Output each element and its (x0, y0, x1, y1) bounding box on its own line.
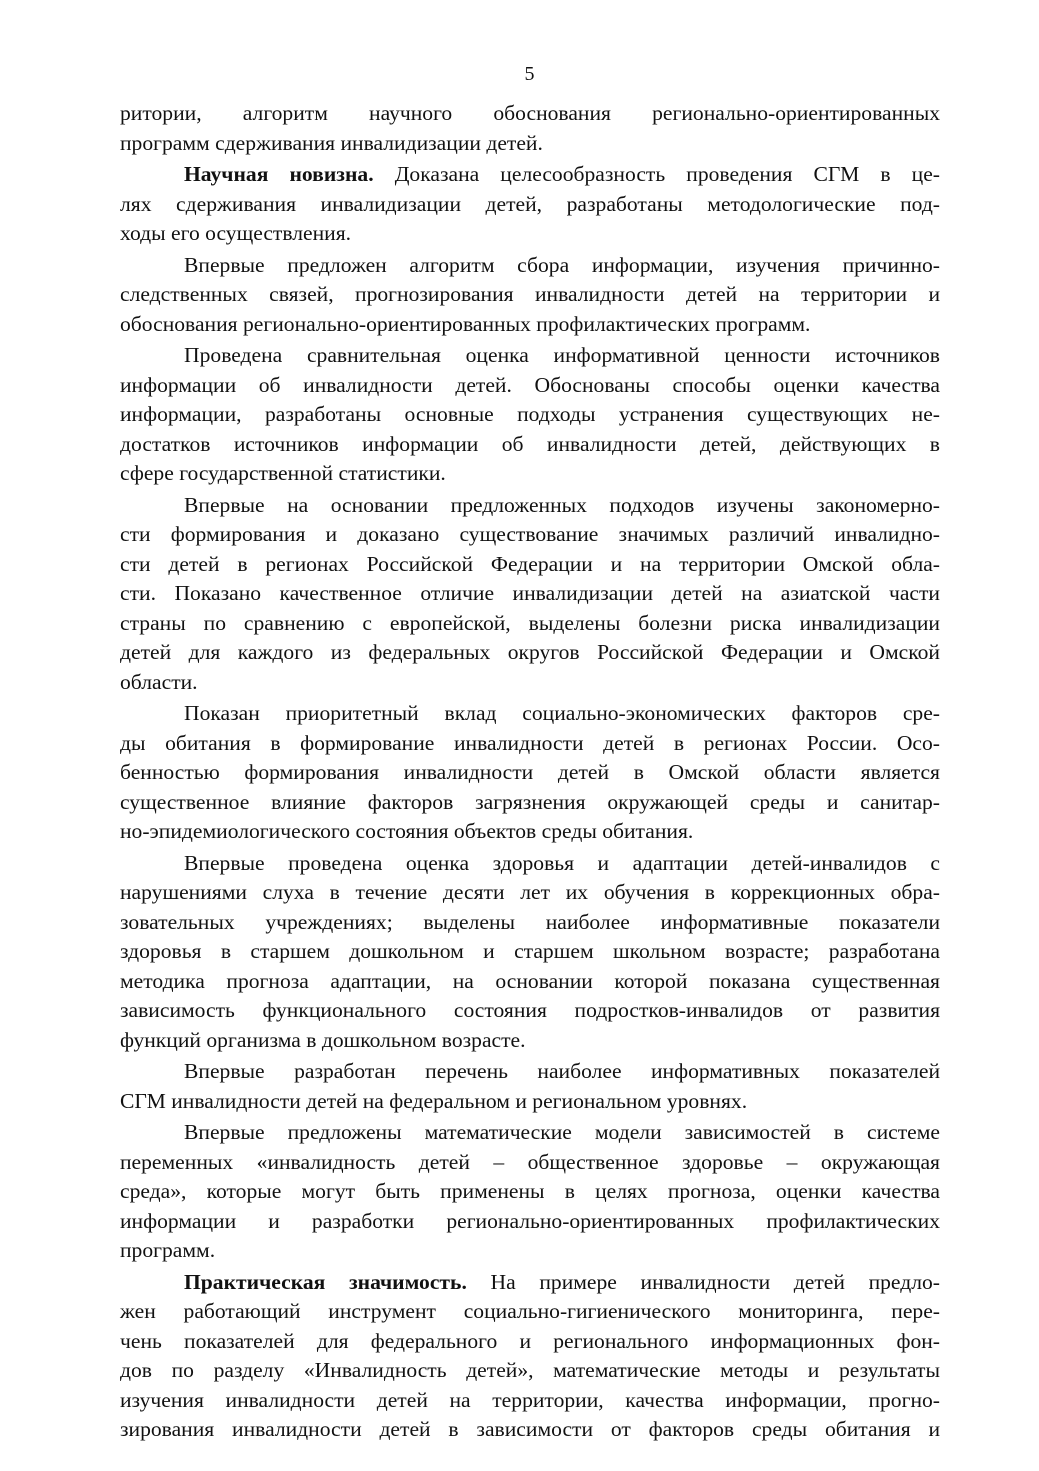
paragraph (120, 849, 940, 1056)
text-line: дов по разделу «Инвалидность детей», математические методы и результаты (120, 1358, 940, 1382)
text-line: Впервые на основании предложенных подходов изучены закономерно- (184, 492, 940, 517)
text-line: лях сдерживания инвалидизации детей, разработаны методологические под- (120, 191, 940, 216)
text-line: программ сдерживания инвалидизации детей. (120, 130, 543, 155)
paragraph (120, 160, 940, 249)
text-line-content: Доказана целесообразность проведения СГМ в це- (373, 162, 940, 186)
text-line: сфере государственной статистики. (120, 461, 446, 485)
section-lead-heading: Научная новизна. (184, 162, 374, 186)
text-line: страны по сравнению с европейской, выделены болезни риска инвалидизации (120, 610, 940, 635)
section-lead-heading: Практическая значимость. (184, 1269, 467, 1294)
text-line: Впервые предложены математические модели зависимостей в системе (184, 1120, 940, 1144)
text-line: жен работающий инструмент социально-гигиенического мониторинга, пере- (120, 1299, 940, 1323)
text-line: переменных «инвалидность детей – общественное здоровье – окружающая (120, 1149, 940, 1174)
text-line: зирования инвалидности детей в зависимости от факторов среды обитания и (120, 1417, 940, 1441)
text-line (120, 1268, 940, 1298)
text-line: сти формирования и доказано существование значимых различий инвалидно- (120, 522, 940, 546)
text-line: информации и разработки регионально-ориентированных профилактических (120, 1208, 940, 1233)
text-line: бенностью формирования инвалидности детей в Омской области является (120, 760, 940, 784)
text-line: чень показателей для федерального и регионального информационных фон- (120, 1328, 940, 1353)
text-line: функций организма в дошкольном возрасте. (120, 1027, 526, 1052)
text-line: области. (120, 669, 198, 694)
text-line: информации, разработаны основные подходы устранения существующих не- (120, 402, 940, 426)
paragraph (120, 251, 940, 340)
paragraph (120, 1118, 940, 1266)
text-line: следственных связей, прогнозирования инвалидности детей на территории и (120, 282, 940, 306)
document-body (120, 99, 940, 1447)
text-line: здоровья в старшем дошкольном и старшем школьном возрасте; разработана (120, 939, 940, 963)
page-number: 5 (524, 63, 535, 85)
paragraph (120, 1057, 940, 1116)
paragraph (120, 99, 940, 158)
paragraph (120, 1268, 940, 1445)
text-line: СГМ инвалидности детей на федеральном и региональном уровнях. (120, 1088, 748, 1113)
text-line (120, 160, 940, 190)
text-line: но-эпидемиологического состояния объектов среды обитания. (120, 819, 694, 843)
text-line: существенное влияние факторов загрязнения окружающей среды и санитар- (120, 789, 940, 814)
text-line: зовательных учреждениях; выделены наиболее информативные показатели (120, 909, 940, 934)
text-line: нарушениями слуха в течение десяти лет их обучения в коррекционных обра- (120, 880, 940, 904)
text-line: информации об инвалидности детей. Обоснованы способы оценки качества (120, 372, 940, 397)
paragraph (120, 699, 940, 847)
text-line: обоснования регионально-ориентированных профилактических программ. (120, 311, 811, 336)
text-line: сти. Показано качественное отличие инвалидизации детей на азиатской части (120, 581, 940, 605)
paragraph (120, 341, 940, 489)
text-line: ритории, алгоритм научного обоснования регионально-ориентированных (120, 101, 940, 125)
text-line: детей для каждого из федеральных округов Российской Федерации и Омской (120, 640, 940, 664)
text-line: изучения инвалидности детей на территории, качества информации, прогно- (120, 1387, 940, 1412)
text-line: Впервые предложен алгоритм сбора информации, изучения причинно- (184, 252, 940, 277)
text-line: ходы его осуществления. (120, 221, 352, 245)
text-line: сти детей в регионах Российской Федерации и на территории Омской обла- (120, 551, 940, 576)
text-line: методика прогноза адаптации, на основании которой показана существенная (120, 968, 940, 993)
paragraph (120, 491, 940, 698)
text-line: Показан приоритетный вклад социально-экономических факторов сре- (184, 701, 940, 725)
text-line: ды обитания в формирование инвалидности детей в регионах России. Осо- (120, 730, 940, 755)
text-line: Впервые проведена оценка здоровья и адаптации детей-инвалидов с (184, 850, 940, 875)
text-line: Проведена сравнительная оценка информативной ценности источников (184, 343, 940, 367)
text-line: достатков источников информации об инвалидности детей, действующих в (120, 431, 940, 456)
text-line: среда», которые могут быть применены в целях прогноза, оценки качества (120, 1179, 940, 1203)
text-line: Впервые разработан перечень наиболее информативных показателей (184, 1059, 940, 1083)
text-line-content: На примере инвалидности детей предло- (466, 1269, 940, 1294)
text-line: зависимость функционального состояния подростков-инвалидов от развития (120, 998, 940, 1022)
text-line: программ. (120, 1238, 216, 1262)
